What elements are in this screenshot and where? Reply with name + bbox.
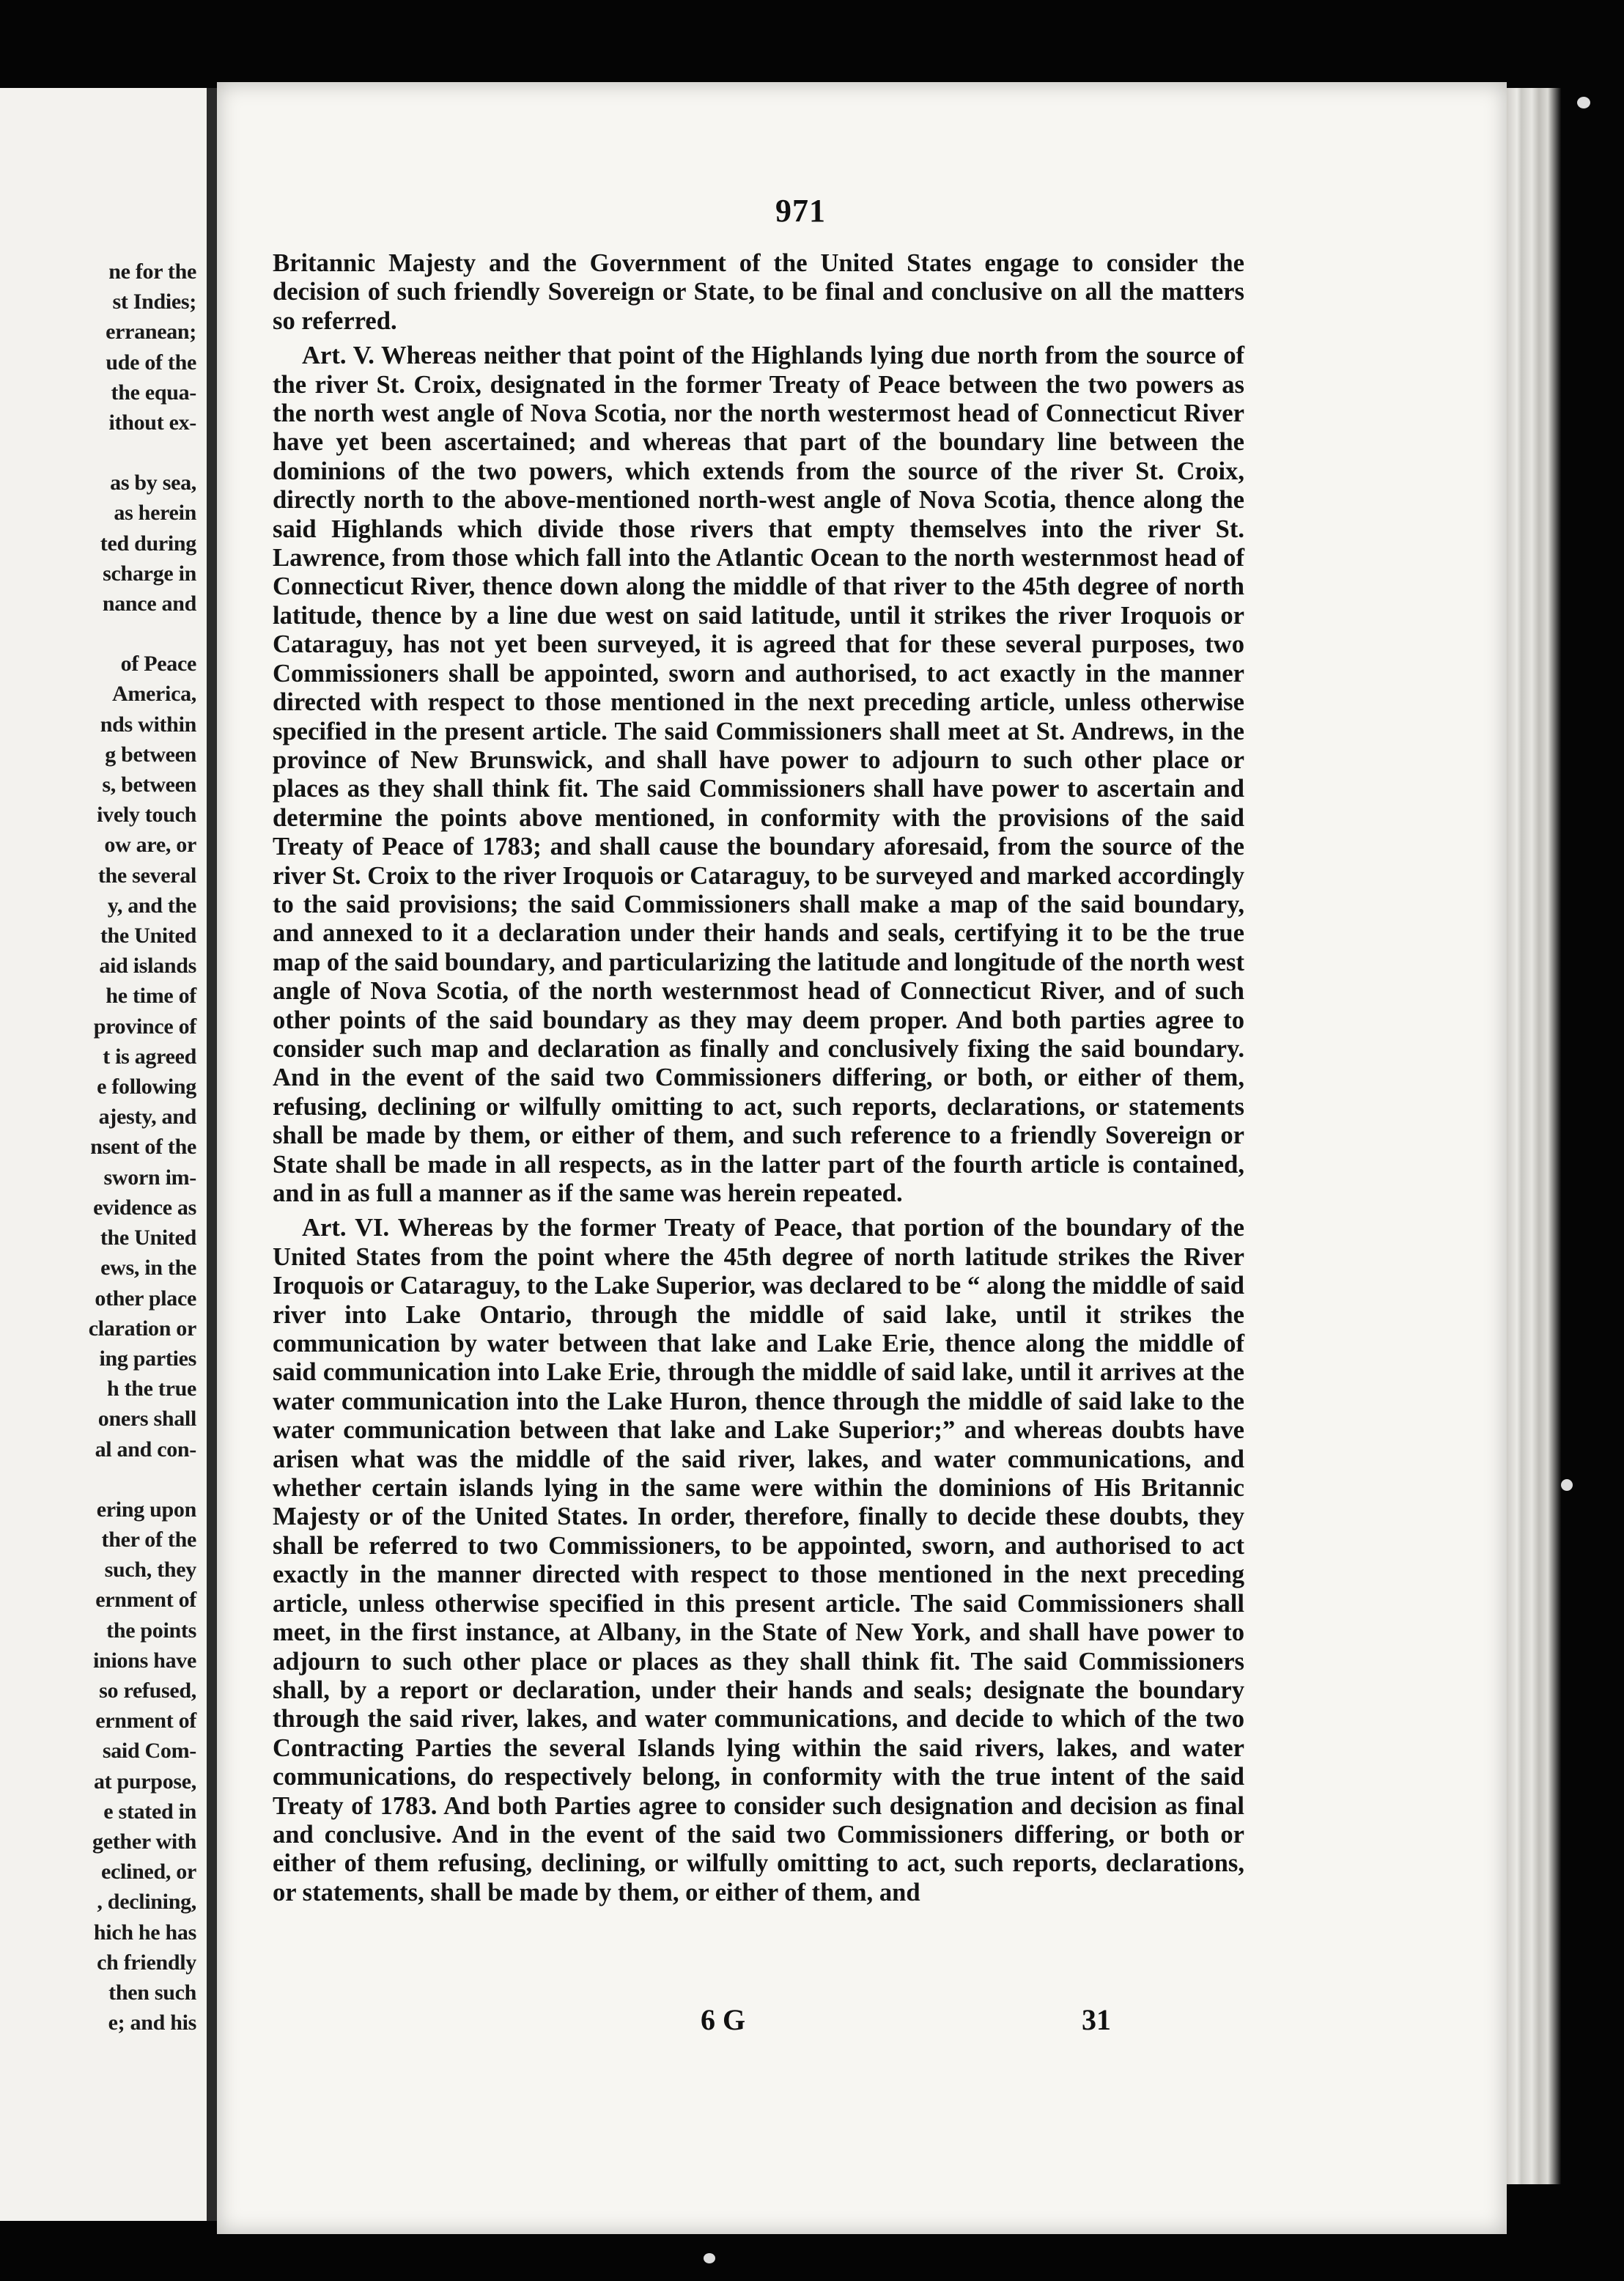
facing-page-line: nds within: [100, 712, 196, 737]
facing-page-line: hich he has: [93, 1920, 196, 1945]
facing-page-line: so refused,: [99, 1678, 196, 1703]
margin-speck: [1577, 97, 1590, 108]
facing-page-line: [0, 619, 196, 649]
facing-page-line: ow are, or: [104, 833, 196, 858]
facing-page-line: st Indies;: [112, 290, 196, 314]
facing-page-text: [0, 257, 196, 2038]
facing-page-line: ing parties: [99, 1346, 196, 1371]
facing-page-line: as by sea,: [110, 471, 196, 495]
signature-mark: 6 G: [701, 2003, 746, 2036]
facing-page-line: [0, 438, 196, 468]
facing-page-line: ne for the: [108, 259, 196, 284]
facing-page-line: other place: [95, 1286, 196, 1311]
facing-page-line: as herein: [114, 501, 196, 526]
footer-number: 31: [1082, 2003, 1111, 2036]
facing-page-line: the United: [100, 1226, 196, 1250]
facing-page-line: s, between: [102, 773, 196, 797]
facing-page-line: then such: [108, 1980, 196, 2005]
facing-page-line: al and con-: [95, 1437, 196, 1462]
facing-page-line: claration or: [88, 1316, 196, 1341]
facing-page-line: nance and: [102, 592, 196, 616]
facing-page-line: the equa-: [111, 380, 196, 405]
facing-page-line: sworn im-: [103, 1165, 196, 1190]
facing-page-line: , declining,: [97, 1890, 196, 1915]
facing-page-line: h the true: [107, 1377, 196, 1401]
body-text: [273, 249, 1244, 1907]
facing-page-line: e following: [97, 1075, 196, 1099]
margin-speck: [1561, 1479, 1573, 1491]
facing-page-line: the United: [100, 924, 196, 948]
facing-page-line: ively touch: [97, 803, 196, 828]
facing-page-line: he time of: [106, 984, 196, 1009]
facing-page-line: ernment of: [95, 1588, 196, 1613]
facing-page-line: ithout ex-: [108, 410, 196, 435]
facing-page-line: ch friendly: [97, 1950, 196, 1975]
paragraph-article-v: Art. V. Whereas neither that point of the Highlands lying due north from the source of the river St. Croix, designated in the former Treaty of Peace between the two powers as the north west angle of Nova Scotia, nor the north westermost head of Connecticut River have yet been ascertained; and whereas that part of the boundary line between the dominions of the two powers, which extends from the source of the river St. Croix, directly north to the above-mentioned north-west angle of Nova Scotia, thence along the said Highlands which divide those rivers that empty themselves into the river St. Lawrence, from those which fall into the Atlantic Ocean to the north westernmost head of Connecticut River, thence down along the middle of that river to the 45th degree of north latitude, thence by a line due west on said latitude, until it strikes the river Iroquois or Cataraguy, has not yet been surveyed, it is agreed that for these several purposes, two Commissioners shall be appointed, sworn and authorised, to act exactly in the manner directed with respect to those mentioned in the next preceding article, unless otherwise specified in the present article. The said Commissioners shall meet at St. Andrews, in the province of New Brunswick, and shall have power to adjourn to such other place or places as they shall think fit. The said Commissioners shall have power to ascertain and determine the points above mentioned, in conformity with the provisions of the said Treaty of Peace of 1783; and shall cause the boundary aforesaid, from the source of the river St. Croix to the river Iroquois or Cataraguy, to be surveyed and marked accordingly to the said provisions; the said Commissioners shall make a map of the said boundary, and annexed to it a declaration under their hands and seals, certifying it to be the true map of the said boundary, and particularizing the latitude and longitude of the north west angle of Nova Scotia, of the north westernmost head of Connecticut River, and of such other points of the said boundary as they may deem proper. And both parties agree to consider such map and declaration as finally and conclusively fixing the said boundary. And in the event of the said two Commissioners differing, or both, or either of them, refusing, declining or wilfully omitting to act, such reports, declarations, or statements shall be made by them, or either of them, and such reference to a friendly Sovereign or State shall be made in all respects, as in the latter part of the fourth article is contained, and in as full a manner as if the same was herein repeated.: [273, 342, 1244, 1207]
facing-page-line: ajesty, and: [98, 1105, 196, 1130]
facing-page-line: ews, in the: [100, 1256, 196, 1280]
facing-page-line: evidence as: [93, 1195, 196, 1220]
facing-page-line: of Peace: [120, 652, 196, 677]
facing-page-line: the several: [97, 863, 196, 888]
facing-page-line: the points: [106, 1618, 196, 1643]
paragraph-continuation: Britannic Majesty and the Government of the United States engage to consider the decision of such friendly Sovereign or State, to be final and conclusive on all the matters so referred.: [273, 249, 1244, 335]
facing-page-line: such, they: [104, 1558, 196, 1582]
facing-page-line: ering upon: [96, 1497, 196, 1522]
facing-page-line: gether with: [92, 1829, 196, 1854]
facing-page-line: e; and his: [108, 2011, 196, 2035]
facing-page-line: ther of the: [101, 1527, 196, 1552]
facing-page-line: inions have: [93, 1648, 196, 1673]
paragraph-article-vi: Art. VI. Whereas by the former Treaty of Peace, that portion of the boundary of the United States from the point where the 45th degree of north latitude strikes the River Iroquois or Cataraguy, to the Lake Superior, was declared to be “ along the middle of said river into Lake Ontario, through the middle of said lake, until it strikes the communication by water between that lake and Lake Erie, thence along the middle of said communication into Lake Erie, through the middle of said lake, until it arrives at the water communication into the Lake Huron, thence through the middle of said lake to the water communication between that lake and Lake Superior;” and whereas doubts have arisen what was the middle of the said river, lakes, and water communications, and whether certain islands lying in the same were within the dominions of His Britannic Majesty or of the United States. In order, therefore, finally to decide these doubts, they shall be referred to two Commissioners, to be appointed, sworn, and authorised to act exactly in the manner directed with respect to those mentioned in the next preceding article, unless otherwise specified in this present article. The said Commissioners shall meet, in the first instance, at Albany, in the State of New York, and shall have power to adjourn to such other place or places as they shall think fit. The said Commissioners shall, by a report or declaration, under their hands and seals; designate the boundary through the said river, lakes, and water communications, and decide to which of the two Contracting Parties the several Islands lying within the said rivers, lakes, and water communications, do respectively belong, in conformity with the true intent of the said Treaty of 1783. And both Parties agree to consider such designation and decision as final and conclusive. And in the event of the said two Commissioners differing, or both or either of them refusing, declining, or wilfully omitting to act, such reports, declarations, or statements, shall be made by them, or either of them, and: [273, 1214, 1244, 1906]
margin-speck: [704, 2253, 715, 2263]
facing-page-line: g between: [105, 742, 196, 767]
facing-page-line: said Com-: [102, 1739, 196, 1764]
facing-page-line: at purpose,: [93, 1769, 196, 1794]
facing-page-line: ted during: [100, 531, 196, 556]
facing-page-line: [0, 1464, 196, 1495]
facing-page-left: [0, 88, 217, 2221]
facing-page-line: oners shall: [97, 1407, 196, 1431]
facing-page-line: y, and the: [107, 893, 196, 918]
facing-page-line: e stated in: [103, 1799, 196, 1824]
facing-page-line: province of: [93, 1014, 196, 1039]
facing-page-line: ude of the: [106, 350, 196, 375]
facing-page-line: nsent of the: [90, 1135, 196, 1160]
page-number: 971: [775, 193, 826, 229]
facing-page-line: scharge in: [103, 561, 196, 586]
facing-page-line: America,: [111, 682, 196, 707]
facing-page-line: t is agreed: [103, 1044, 196, 1069]
facing-page-line: erranean;: [106, 320, 196, 344]
facing-page-line: ernment of: [95, 1709, 196, 1733]
facing-page-line: eclined, or: [100, 1860, 196, 1884]
facing-page-line: aid islands: [99, 954, 196, 979]
